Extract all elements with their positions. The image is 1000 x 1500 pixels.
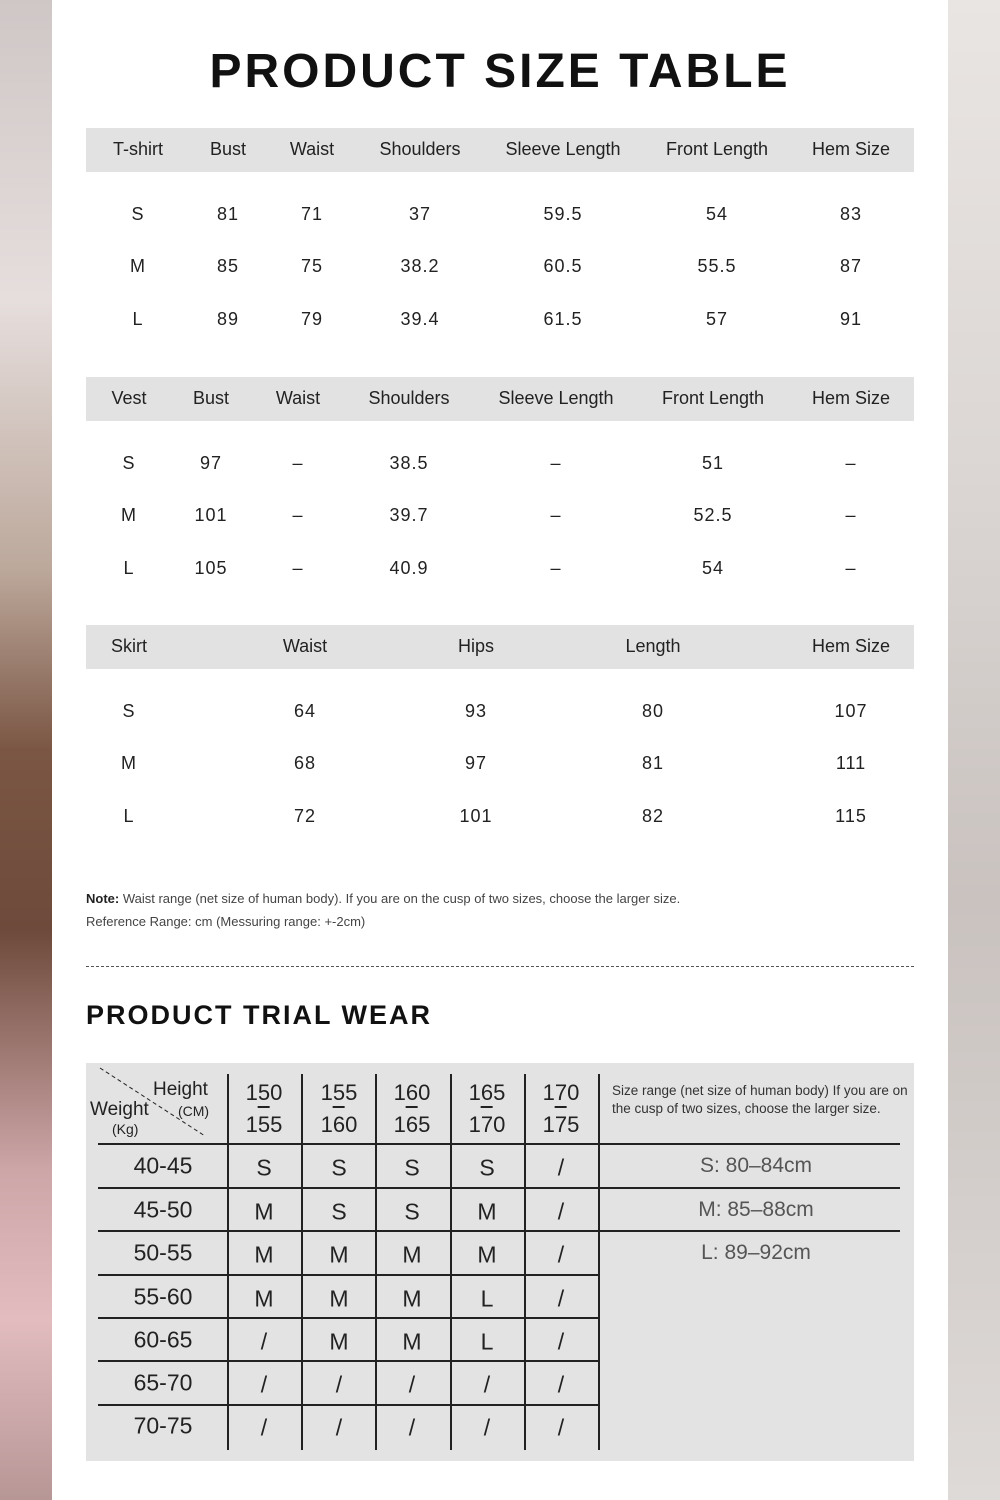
vest-header-cell: Waist xyxy=(275,388,321,408)
background-photo-left xyxy=(0,0,52,1500)
height-range-to: 155 xyxy=(245,1111,283,1137)
skirt-data-cell: 82 xyxy=(641,806,665,826)
skirt-data-cell: 111 xyxy=(835,753,867,773)
corner-height-label: Height xyxy=(153,1079,208,1100)
height-range-header xyxy=(246,1082,283,1136)
vest-data-cell: L xyxy=(123,558,135,578)
vest-data-cell: – xyxy=(845,505,857,525)
height-range-header xyxy=(394,1082,431,1136)
skirt-data-cell: 72 xyxy=(293,806,317,826)
tshirt-header-cell: Bust xyxy=(209,139,247,159)
recommended-size-cell: M xyxy=(254,1241,274,1268)
recommended-size-cell: M xyxy=(477,1198,497,1225)
vest-data-cell: 54 xyxy=(701,558,725,578)
height-range-from: 170 xyxy=(542,1080,580,1105)
tshirt-data-cell: 71 xyxy=(300,204,324,224)
skirt-data-cell: L xyxy=(123,806,135,826)
range-dash xyxy=(258,1106,270,1108)
tshirt-data-cell: 89 xyxy=(216,309,240,329)
tshirt-data-cell: 57 xyxy=(705,309,729,329)
recommended-size-cell: / xyxy=(557,1414,565,1441)
tshirt-header-cell: Waist xyxy=(289,139,335,159)
recommended-size-cell: M xyxy=(329,1241,349,1268)
recommended-size-cell: M xyxy=(329,1328,349,1355)
height-range-from: 165 xyxy=(468,1080,506,1105)
page-title: PRODUCT SIZE TABLE xyxy=(209,45,791,98)
skirt-data-cell: 115 xyxy=(835,806,867,826)
trial-wear-title: PRODUCT TRIAL WEAR xyxy=(86,1000,432,1030)
vest-data-cell: 39.7 xyxy=(389,505,429,525)
vest-data-cell: – xyxy=(292,505,304,525)
tshirt-header-cell: Shoulders xyxy=(379,139,461,159)
grid-row-divider xyxy=(98,1187,900,1189)
weight-range-label: 55-60 xyxy=(133,1283,193,1310)
recommended-size-cell: M xyxy=(254,1285,274,1312)
skirt-data-cell: 97 xyxy=(464,753,488,773)
recommended-size-cell: / xyxy=(408,1414,416,1441)
skirt-data-cell: 107 xyxy=(834,701,868,721)
skirt-header-cell: Waist xyxy=(282,636,328,656)
tshirt-data-cell: 54 xyxy=(705,204,729,224)
section-divider xyxy=(86,966,914,967)
skirt-data-cell: 101 xyxy=(459,806,493,826)
corner-kg-label: (Kg) xyxy=(112,1121,139,1137)
vest-header-cell: Sleeve Length xyxy=(498,388,614,408)
tshirt-header-cell: Sleeve Length xyxy=(505,139,621,159)
recommended-size-cell: / xyxy=(260,1328,268,1355)
vest-data-cell: 51 xyxy=(701,453,725,473)
height-range-from: 150 xyxy=(245,1080,283,1105)
recommended-size-cell: S xyxy=(331,1198,347,1225)
recommended-size-cell: S xyxy=(404,1154,420,1181)
recommended-size-cell: S xyxy=(479,1154,495,1181)
recommended-size-cell: S xyxy=(331,1154,347,1181)
tshirt-data-cell: 81 xyxy=(216,204,240,224)
tshirt-data-cell: 61.5 xyxy=(543,309,583,329)
grid-row-divider xyxy=(98,1274,598,1276)
vest-data-cell: 40.9 xyxy=(389,558,429,578)
recommended-size-cell: / xyxy=(557,1241,565,1268)
vest-data-cell: S xyxy=(122,453,136,473)
height-range-header xyxy=(543,1082,580,1136)
vest-data-cell: – xyxy=(845,558,857,578)
skirt-header-cell: Length xyxy=(625,636,681,656)
skirt-data-cell: 81 xyxy=(641,753,665,773)
recommended-size-cell: S xyxy=(404,1198,420,1225)
range-dash xyxy=(481,1106,493,1108)
height-range-to: 160 xyxy=(320,1111,358,1137)
range-dash xyxy=(333,1106,345,1108)
vest-data-cell: – xyxy=(845,453,857,473)
recommended-size-cell: L xyxy=(480,1285,494,1312)
weight-range-label: 70-75 xyxy=(133,1412,193,1439)
size-range-value: M: 85–88cm xyxy=(698,1198,814,1221)
tshirt-data-cell: 59.5 xyxy=(543,204,583,224)
height-range-from: 160 xyxy=(393,1080,431,1105)
recommended-size-cell: L xyxy=(480,1328,494,1355)
vest-data-cell: 105 xyxy=(194,558,228,578)
height-range-to: 175 xyxy=(542,1111,580,1137)
vest-data-cell: 52.5 xyxy=(693,505,733,525)
recommended-size-cell: M xyxy=(477,1241,497,1268)
weight-range-label: 50-55 xyxy=(133,1239,193,1266)
recommended-size-cell: M xyxy=(329,1285,349,1312)
size-note xyxy=(86,891,680,906)
grid-row-divider xyxy=(98,1404,598,1406)
recommended-size-cell: / xyxy=(557,1328,565,1355)
skirt-header-cell: Hem Size xyxy=(811,636,891,656)
skirt-data-cell: S xyxy=(122,701,136,721)
vest-header-cell: Front Length xyxy=(661,388,765,408)
height-range-to: 170 xyxy=(468,1111,506,1137)
vest-data-cell: 97 xyxy=(199,453,223,473)
vest-data-cell: 38.5 xyxy=(389,453,429,473)
tshirt-data-cell: 83 xyxy=(839,204,863,224)
tshirt-data-cell: 75 xyxy=(300,256,324,276)
recommended-size-cell: / xyxy=(557,1198,565,1225)
recommended-size-cell: / xyxy=(483,1371,491,1398)
corner-cm-label: (CM) xyxy=(178,1103,210,1119)
note-text: Waist range (net size of human body). If you are on the cusp of two sizes, choose the larger size. xyxy=(119,891,681,906)
skirt-header-cell: Skirt xyxy=(111,636,147,656)
recommended-size-cell: / xyxy=(557,1285,565,1312)
tshirt-size-table xyxy=(86,128,914,348)
vest-header-cell: Bust xyxy=(192,388,230,408)
weight-range-label: 40-45 xyxy=(133,1152,193,1179)
size-range-value: S: 80–84cm xyxy=(699,1154,813,1177)
weight-range-label: 65-70 xyxy=(133,1369,193,1396)
tshirt-header-cell: T-shirt xyxy=(112,139,164,159)
recommended-size-cell: M xyxy=(402,1328,422,1355)
height-range-header xyxy=(469,1082,506,1136)
skirt-size-table xyxy=(86,625,914,845)
tshirt-header-cell: Front Length xyxy=(665,139,769,159)
vest-data-cell: – xyxy=(550,558,562,578)
recommended-size-cell: M xyxy=(402,1241,422,1268)
vest-data-cell: – xyxy=(292,453,304,473)
range-dash xyxy=(555,1106,567,1108)
size-range-note: Size range (net size of human body) If you are on the cusp of two sizes, choose the larger size. xyxy=(612,1083,908,1116)
vest-data-cell: – xyxy=(550,453,562,473)
tshirt-data-cell: 91 xyxy=(839,309,863,329)
recommended-size-cell: M xyxy=(402,1285,422,1312)
tshirt-data-cell: L xyxy=(132,309,144,329)
tshirt-header-cell: Hem Size xyxy=(811,139,891,159)
recommended-size-cell: M xyxy=(254,1198,274,1225)
recommended-size-cell: S xyxy=(256,1154,272,1181)
skirt-header-row xyxy=(86,625,914,669)
tshirt-data-cell: S xyxy=(131,204,145,224)
grid-row-divider xyxy=(98,1317,598,1319)
grid-column-divider xyxy=(375,1074,377,1450)
grid-row-divider xyxy=(98,1230,900,1232)
grid-row-divider xyxy=(98,1143,900,1145)
height-range-from: 155 xyxy=(320,1080,358,1105)
recommended-size-cell: / xyxy=(260,1414,268,1441)
grid-column-divider xyxy=(450,1074,452,1450)
tshirt-data-cell: 85 xyxy=(216,256,240,276)
skirt-data-cell: 68 xyxy=(293,753,317,773)
skirt-data-cell: M xyxy=(121,753,137,773)
vest-data-cell: M xyxy=(121,505,137,525)
size-range-value: L: 89–92cm xyxy=(701,1241,811,1264)
grid-row-divider xyxy=(98,1360,598,1362)
weight-range-label: 45-50 xyxy=(133,1196,193,1223)
vest-header-cell: Vest xyxy=(111,388,147,408)
recommended-size-cell: / xyxy=(408,1371,416,1398)
corner-weight-label: Weight xyxy=(90,1099,149,1120)
grid-column-divider xyxy=(301,1074,303,1450)
vest-data-cell: – xyxy=(292,558,304,578)
grid-column-divider xyxy=(598,1074,600,1450)
tshirt-data-cell: 37 xyxy=(408,204,432,224)
recommended-size-cell: / xyxy=(483,1414,491,1441)
recommended-size-cell: / xyxy=(557,1154,565,1181)
tshirt-data-cell: 79 xyxy=(300,309,324,329)
vest-data-cell: 101 xyxy=(194,505,228,525)
vest-header-cell: Hem Size xyxy=(811,388,891,408)
recommended-size-cell: / xyxy=(335,1414,343,1441)
tshirt-data-cell: 39.4 xyxy=(400,309,440,329)
tshirt-data-cell: 60.5 xyxy=(543,256,583,276)
tshirt-data-cell: 38.2 xyxy=(400,256,440,276)
tshirt-data-cell: 87 xyxy=(839,256,863,276)
tshirt-data-cell: M xyxy=(130,256,146,276)
height-range-to: 165 xyxy=(393,1111,431,1137)
height-range-header xyxy=(321,1082,358,1136)
vest-size-table xyxy=(86,377,914,597)
skirt-data-cell: 64 xyxy=(293,701,317,721)
vest-header-cell: Shoulders xyxy=(368,388,450,408)
tshirt-data-cell: 55.5 xyxy=(697,256,737,276)
note-label: Note: xyxy=(86,891,120,906)
skirt-data-cell: 80 xyxy=(641,701,665,721)
grid-column-divider xyxy=(524,1074,526,1450)
skirt-header-cell: Hips xyxy=(457,636,495,656)
weight-range-label: 60-65 xyxy=(133,1326,193,1353)
range-dash xyxy=(406,1106,418,1108)
reference-range-note: Reference Range: cm (Messuring range: +-2cm) xyxy=(86,914,366,929)
recommended-size-cell: / xyxy=(260,1371,268,1398)
recommended-size-cell: / xyxy=(335,1371,343,1398)
skirt-data-cell: 93 xyxy=(464,701,488,721)
background-photo-right xyxy=(948,0,1000,1500)
vest-data-cell: – xyxy=(550,505,562,525)
recommended-size-cell: / xyxy=(557,1371,565,1398)
